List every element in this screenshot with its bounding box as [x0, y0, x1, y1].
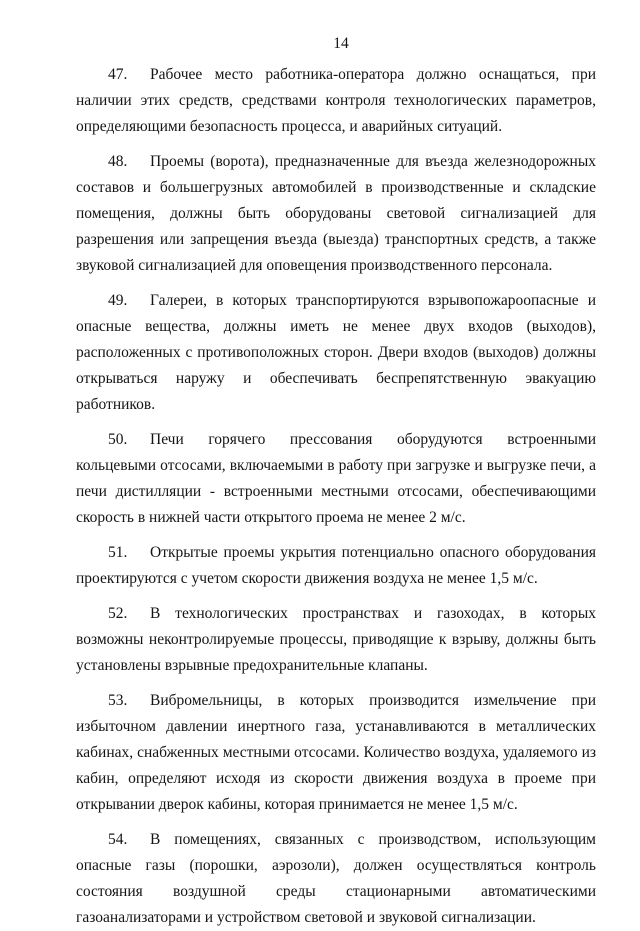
paragraph-number: 51. — [108, 544, 128, 561]
paragraph-53 — [76, 688, 596, 818]
paragraph-text: В технологических пространствах и газоходах, в которых возможны неконтролируемые процессы, приводящие к взрыву, должны быть установлены взрывные предохранительные клапаны. — [76, 605, 596, 674]
paragraph-51 — [76, 540, 596, 592]
page-number: 14 — [333, 35, 349, 52]
paragraph-number: 49. — [108, 292, 128, 309]
paragraph-number: 47. — [108, 66, 128, 83]
paragraph-text: Печи горячего прессования оборудуются встроенными кольцевыми отсосами, включаемыми в работу при загрузке и выгрузке печи, а печи дистилляции - встроенными местными отсосами, обеспечивающими скорость в нижней части открытого проема не менее 2 м/с. — [76, 431, 596, 526]
paragraph-number: 52. — [108, 605, 128, 622]
paragraph-number: 50. — [108, 431, 128, 448]
paragraph-48 — [76, 149, 596, 279]
paragraph-number: 54. — [108, 831, 128, 848]
paragraph-text: Проемы (ворота), предназначенные для въезда железнодорожных составов и большегрузных автомобилей в производственные и складские помещения, должны быть оборудованы световой сигнализацией для разрешения или запрещения въезда (выезда) транспортных средств, а также звуковой сигнализацией для оповещения производственного персонала. — [76, 153, 596, 274]
paragraph-text: Рабочее место работника-оператора должно оснащаться, при наличии этих средств, средствами контроля технологических параметров, определяющими безопасность процесса, и аварийных ситуаций. — [76, 66, 596, 135]
paragraph-number: 48. — [108, 153, 128, 170]
paragraph-text: Открытые проемы укрытия потенциально опасного оборудования проектируются с учетом скорости движения воздуха не менее 1,5 м/с. — [76, 544, 596, 587]
paragraph-number: 53. — [108, 692, 128, 709]
paragraph-52 — [76, 601, 596, 679]
paragraph-text: Вибромельницы, в которых производится измельчение при избыточном давлении инертного газа, устанавливаются в металлических кабинах, снабженных местными отсосами. Количество воздуха, удаляемого из кабин, определяют исходя из скорости движения воздуха в проеме при открывании дверок кабины, которая принимается не менее 1,5 м/с. — [76, 692, 596, 813]
paragraph-text: В помещениях, связанных с производством, использующим опасные газы (порошки, аэрозоли), должен осуществляться контроль состояния воздушной среды стационарными автоматическими газоанализаторами и устройством световой и звуковой сигнализации. — [76, 831, 596, 926]
paragraph-47 — [76, 62, 596, 140]
paragraph-54 — [76, 827, 596, 931]
paragraph-49 — [76, 288, 596, 418]
paragraph-50 — [76, 427, 596, 531]
paragraph-text: Галереи, в которых транспортируются взрывопожароопасные и опасные вещества, должны иметь не менее двух входов (выходов), расположенных с противоположных сторон. Двери входов (выходов) должны открываться наружу и обеспечивать беспрепятственную эвакуацию работников. — [76, 292, 596, 413]
